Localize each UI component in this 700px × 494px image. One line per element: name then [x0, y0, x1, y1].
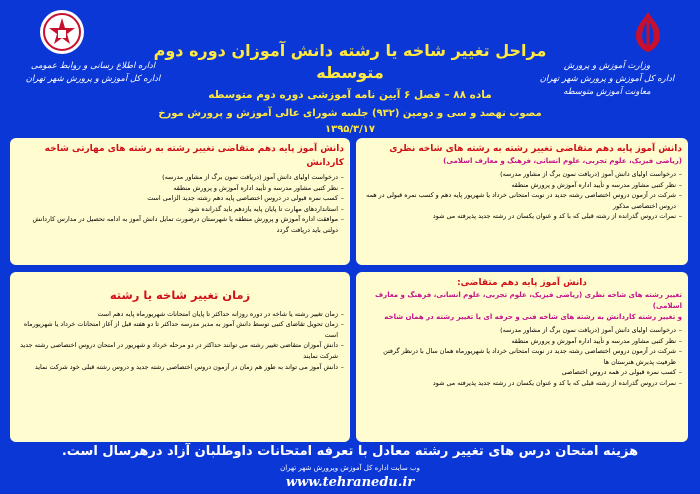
- page-title: مراحل تغییر شاخه یا رشته دانش آموزان دوره دوم متوسطه: [153, 41, 547, 82]
- panel-title: دانش آموز پایه دهم متقاضی تغییر رشته به رشته های مهارتی شاخه کاردانش: [44, 144, 344, 168]
- org-line: اداره کل آموزش و پرورش شهر تهران: [25, 74, 161, 84]
- panel-theory-branch: [356, 138, 688, 265]
- org-line: اداره اطلاع رسانی و روابط عمومی: [30, 61, 156, 71]
- list-item: – نظر کتبی مشاور مدرسه و تأیید اداره آموزش و پرورش منطقه: [362, 336, 682, 347]
- list-item: – نمرات دروس گذرانده از رشته قبلی که با کد و عنوان یکسان در رشته جدید پذیرفته می شود: [362, 378, 682, 389]
- panel-subtitle: (ریاضی فیزیک، علوم تجربی، علوم انسانی، فرهنگ و معارف اسلامی): [443, 157, 682, 165]
- header: [150, 40, 550, 138]
- website-link[interactable]: www.tehranedu.ir: [285, 475, 415, 490]
- list-item: – دانش آموز می تواند به طور هم زمان در آزمون دروس اختصاصی رشته جدید و دروس رشته قبلی خود شرکت نماید: [16, 362, 344, 373]
- requirements-list: [362, 325, 682, 389]
- list-item: – کسب نمره قبولی در همه دروس اختصاصی: [362, 367, 682, 378]
- list-item: – زمان تغییر رشته یا شاخه در دوره روزانه حداکثر تا پایان امتحانات شهریورماه پایه دهم است: [16, 309, 344, 320]
- list-item: – نظر کتبی مشاور مدرسه و تأیید اداره آموزش و پرورش منطقه: [16, 183, 344, 194]
- org-line: معاونت آموزش متوسطه: [563, 87, 651, 97]
- list-item: – درخواست اولیای دانش آموز (دریافت نمون برگ از مشاور مدرسه): [16, 172, 344, 183]
- website-caption: وب سایت اداره کل آموزش وپرورش شهر تهران: [280, 464, 420, 472]
- list-item: – نمرات دروس گذرانده از رشته قبلی که با کد و عنوان یکسان در رشته جدید پذیرفته می شود: [362, 211, 682, 222]
- panel-title: دانش آموز پایه دهم متقاضی:: [457, 278, 587, 288]
- panel-title: دانش آموز پایه دهم متقاضی تغییر رشته به رشته های شاخه نظری: [389, 144, 682, 154]
- list-item: – درخواست اولیای دانش آموز (دریافت نمون برگ از مشاور مدرسه): [362, 325, 682, 336]
- page-subtitle: ماده ۸۸ – فصل ۶ آیین نامه آموزشی دوره دوم متوسطه: [208, 89, 492, 101]
- panel-subtitle: تغییر رشته های شاخه نظری (ریاضی فیزیک، علوم تجربی، علوم انسانی، فرهنگ و معارف اسلامی): [375, 291, 682, 310]
- org-line: وزارت آموزش و پرورش: [563, 61, 651, 71]
- requirements-list: [362, 169, 682, 222]
- list-item: – شرکت در آزمون دروس اختصاصی رشته جدید در نوبت امتحانی خرداد یا شهریورماه همان سال با درنظر گرفتن ظرفیت پذیرش هنرستان ها: [362, 346, 682, 367]
- panel-change-timing: [10, 272, 350, 442]
- panel-title: زمان تغییر شاخه یا رشته: [109, 288, 251, 302]
- list-item: – زمان تحویل تقاضای کتبی توسط دانش آموز به مدیر مدرسه حداکثر تا دو هفته قبل از آغاز امتحانات خرداد یا شهریورماه است: [16, 319, 344, 340]
- requirements-list: [16, 172, 344, 236]
- list-item: – شرکت در آزمون دروس اختصاصی رشته جدید در نوبت امتحانی خرداد یا شهریور پایه دهم و کسب نمره قبولی در همه دروس اختصاصی مذکور: [362, 190, 682, 211]
- fee-footer-note: هزینه امتحان درس های تغییر رشته معادل با تعرفه امتحانات داوطلبان آزاد درهرسال است.: [61, 444, 639, 459]
- list-item: – نظر کتبی مشاور مدرسه و تأیید اداره آموزش و پرورش منطقه: [362, 180, 682, 191]
- panel-subtitle: و تغییر رشته کاردانش به رشته های شاخه فنی و حرفه ای یا تغییر رشته در همان شاخه: [384, 313, 682, 321]
- panel-vocational-branch: [10, 138, 350, 265]
- list-item: – استانداردهای مهارت تا پایان پایه یازدهم باید گذرانده شود: [16, 204, 344, 215]
- panel-grade10-applicant: [356, 272, 688, 442]
- list-item: – دانش آموزان متقاضی تغییر رشته می توانند حداکثر در دو مرحله خرداد و شهریور در امتحان دروس اختصاصی رشته جدید شرکت نمایند: [16, 340, 344, 361]
- list-item: – درخواست اولیای دانش آموز (دریافت نمون برگ از مشاور مدرسه): [362, 169, 682, 180]
- approval-note: مصوب نهصد و سی و دومین (۹۳۲) جلسه شورای عالی آموزش و پرورش مورخ ۱۳۹۵/۳/۱۷: [158, 108, 542, 135]
- requirements-list: [16, 309, 344, 373]
- org-line: اداره کل آموزش و پرورش شهر تهران: [539, 74, 675, 84]
- list-item: – موافقت اداره آموزش و پرورش منطقه یا شهرستان درصورت تمایل دانش آموز به ادامه تحصیل در مدارس کاردانش دولتی باید دریافت گردد: [16, 214, 344, 235]
- iran-emblem-icon: [624, 8, 672, 56]
- list-item: – کسب نمره قبولی در دروس اختصاصی پایه دهم رشته جدید الزامی است: [16, 193, 344, 204]
- education-logo-icon: [38, 8, 86, 56]
